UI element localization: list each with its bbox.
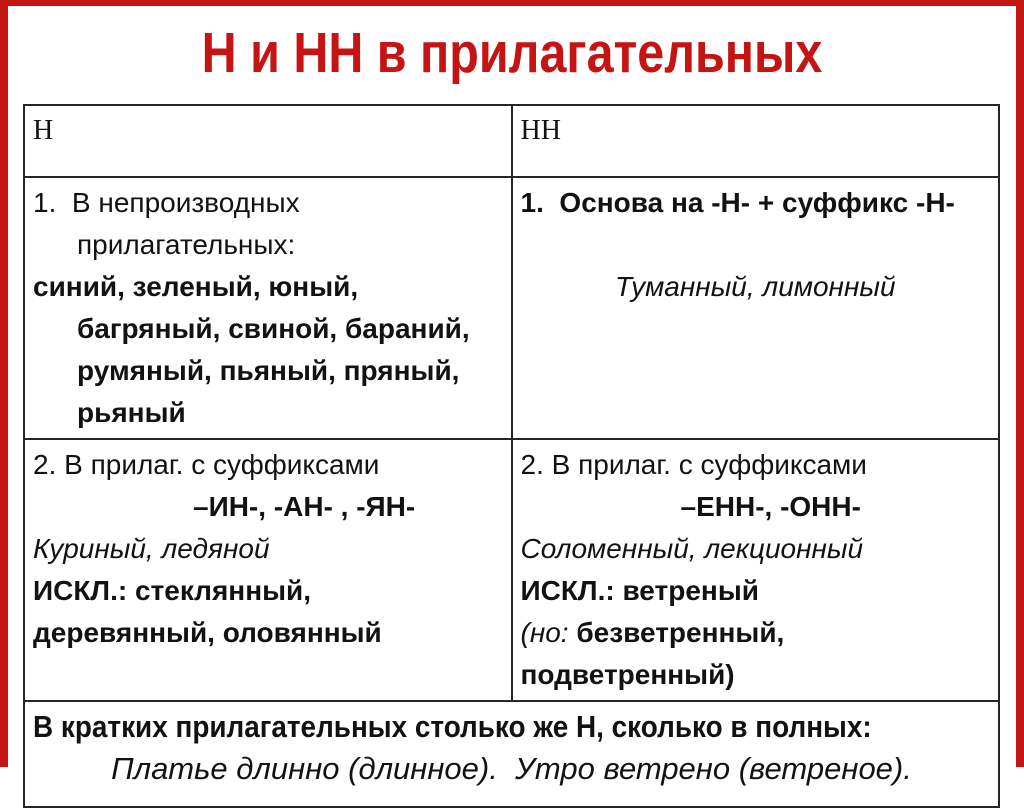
header-cell-n: Н: [24, 105, 512, 177]
footer-rule-text: В кратких прилагательных столько же Н, сколько в полных:: [33, 709, 872, 744]
text-line: 1. Основа на -Н- + суффикс -Н-: [520, 187, 955, 218]
text-line: 1. В непроизводных: [33, 187, 300, 218]
text-line: Куриный, ледяной: [33, 533, 270, 564]
text-line: –ЕНН-, -ОНН-: [680, 491, 861, 522]
table-row-1: [24, 177, 999, 439]
red-frame-right: [1016, 0, 1024, 767]
text-line: –ИН-, -АН- , -ЯН-: [193, 491, 416, 522]
red-frame-left: [0, 0, 8, 767]
text-line: Соломенный, лекционный: [520, 533, 864, 564]
red-frame-top: [0, 0, 1024, 6]
text-line: ИСКЛ.: ветреный: [520, 575, 759, 606]
text-line: Туманный, лимонный: [614, 271, 896, 302]
table-footer-row: [24, 701, 999, 807]
text-span: безветренный,: [576, 617, 785, 648]
text-line: синий, зеленый, юный,: [33, 271, 359, 302]
cell-rule1-nn: [512, 177, 1000, 439]
text-line: румяный, пьяный, пряный,: [77, 355, 460, 386]
table-header-row: [24, 105, 999, 177]
blank-line: [521, 224, 991, 266]
page-title: Н и НН в прилагательных: [201, 21, 823, 85]
text-line: прилагательных:: [77, 229, 296, 260]
table-row-2: [24, 439, 999, 701]
text-span: (но:: [520, 617, 577, 648]
text-line: багряный, свиной, бараний,: [77, 313, 470, 344]
text-line: подветренный): [520, 659, 735, 690]
rule-table: [23, 104, 1000, 808]
footer-example-text: Платье длинно (длинное). Утро ветрено (ветреное).: [111, 751, 912, 786]
text-line: ИСКЛ.: стеклянный,: [33, 575, 312, 606]
header-cell-nn: НН: [512, 105, 1000, 177]
text-line: [521, 612, 991, 654]
cell-rule1-n: [24, 177, 512, 439]
cell-short-forms-rule: [24, 701, 999, 807]
cell-rule2-nn: [512, 439, 1000, 701]
text-line: рьяный: [77, 397, 186, 428]
text-line: деревянный, оловянный: [33, 617, 382, 648]
text-line: 2. В прилаг. с суффиксами: [520, 449, 867, 480]
cell-rule2-n: [24, 439, 512, 701]
text-line: 2. В прилаг. с суффиксами: [33, 449, 380, 480]
